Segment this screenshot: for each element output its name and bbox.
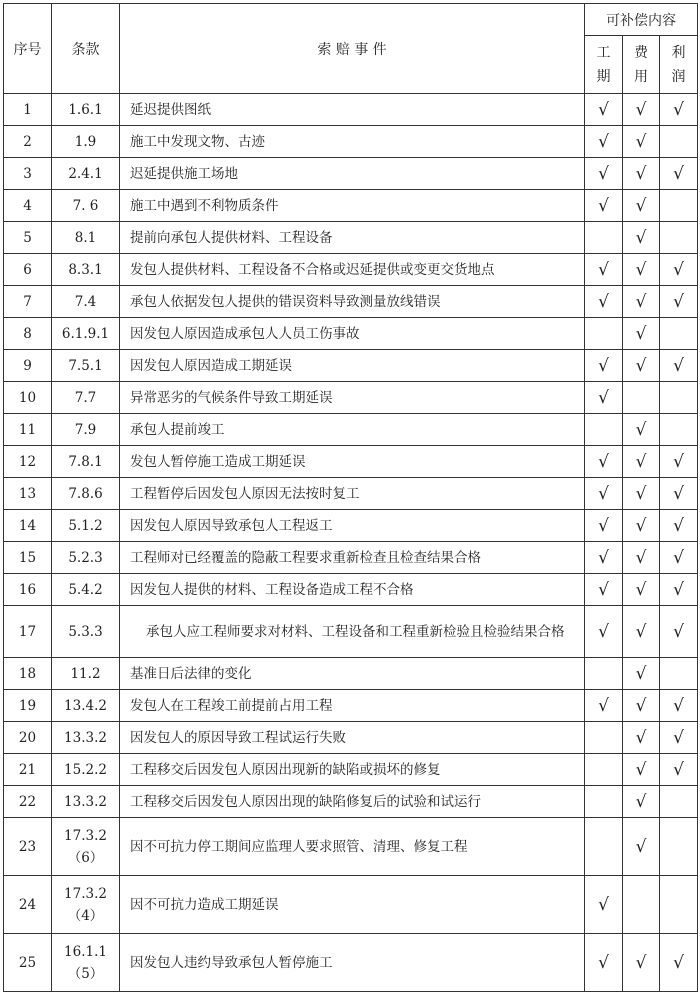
table-row — [4, 754, 698, 786]
cost-check-cell: √ — [623, 542, 660, 574]
header-profit — [660, 36, 698, 94]
clause-cell: 7. 6 — [52, 190, 120, 222]
clause-cell — [52, 934, 120, 992]
table-row — [4, 786, 698, 818]
cost-check-cell: √ — [623, 190, 660, 222]
row-number: 10 — [4, 382, 52, 414]
header-duration-line2: 期 — [596, 68, 611, 85]
claim-event: 因发包人提供的材料、工程设备造成工程不合格 — [120, 574, 585, 606]
cost-check-cell: √ — [623, 126, 660, 158]
clause-cell: 1.9 — [52, 126, 120, 158]
profit-check-cell — [660, 818, 698, 876]
table-row — [4, 876, 698, 934]
table-row — [4, 818, 698, 876]
claim-event: 提前向承包人提供材料、工程设备 — [120, 222, 585, 254]
row-number: 23 — [4, 818, 52, 876]
profit-check-cell: √ — [660, 754, 698, 786]
table-row — [4, 934, 698, 992]
duration-check-cell: √ — [585, 876, 623, 934]
cost-check-cell: √ — [623, 606, 660, 658]
claim-event: 延迟提供图纸 — [120, 94, 585, 126]
profit-check-cell — [660, 876, 698, 934]
profit-check-cell — [660, 126, 698, 158]
duration-check-cell: √ — [585, 446, 623, 478]
clause-cell: 6.1.9.1 — [52, 318, 120, 350]
duration-check-cell: √ — [585, 126, 623, 158]
row-number: 8 — [4, 318, 52, 350]
clause-cell: 7.5.1 — [52, 350, 120, 382]
duration-check-cell — [585, 318, 623, 350]
duration-check-cell: √ — [585, 350, 623, 382]
profit-check-cell — [660, 382, 698, 414]
cost-check-cell: √ — [623, 786, 660, 818]
table-row — [4, 722, 698, 754]
clause-number: 17.3.2 — [64, 827, 107, 844]
duration-check-cell — [585, 818, 623, 876]
cost-check-cell: √ — [623, 510, 660, 542]
cost-check-cell: √ — [623, 934, 660, 992]
duration-check-cell: √ — [585, 286, 623, 318]
table-row — [4, 158, 698, 190]
clause-cell: 11.2 — [52, 658, 120, 690]
profit-check-cell — [660, 414, 698, 446]
clause-subnumber: （6） — [67, 849, 104, 866]
row-number: 13 — [4, 478, 52, 510]
header-event: 索 赔 事 件 — [120, 4, 585, 94]
table-row — [4, 286, 698, 318]
row-number: 11 — [4, 414, 52, 446]
cost-check-cell: √ — [623, 818, 660, 876]
row-number: 22 — [4, 786, 52, 818]
duration-check-cell: √ — [585, 478, 623, 510]
header-cost-line2: 用 — [634, 68, 648, 85]
duration-check-cell: √ — [585, 190, 623, 222]
row-number: 18 — [4, 658, 52, 690]
claim-event: 承包人依据发包人提供的错误资料导致测量放线错误 — [120, 286, 585, 318]
clause-cell: 13.4.2 — [52, 690, 120, 722]
cost-check-cell: √ — [623, 222, 660, 254]
profit-check-cell: √ — [660, 690, 698, 722]
row-number: 21 — [4, 754, 52, 786]
table-row — [4, 606, 698, 658]
duration-check-cell: √ — [585, 94, 623, 126]
table-row — [4, 222, 698, 254]
header-clause: 条款 — [52, 4, 120, 94]
clause-subnumber: （5） — [67, 965, 104, 982]
header-profit-line1: 利 — [671, 44, 686, 61]
claim-event: 施工中遇到不利物质条件 — [120, 190, 585, 222]
claims-table-body — [4, 94, 698, 992]
table-row — [4, 254, 698, 286]
claim-event: 因发包人原因造成工期延误 — [120, 350, 585, 382]
row-number: 5 — [4, 222, 52, 254]
profit-check-cell: √ — [660, 722, 698, 754]
cost-check-cell: √ — [623, 690, 660, 722]
claim-event: 承包人应工程师要求对材料、工程设备和工程重新检验且检验结果合格 — [120, 606, 585, 658]
profit-check-cell: √ — [660, 158, 698, 190]
profit-check-cell — [660, 222, 698, 254]
header-cost-line1: 费 — [634, 44, 648, 61]
duration-check-cell: √ — [585, 382, 623, 414]
duration-check-cell: √ — [585, 158, 623, 190]
row-number: 15 — [4, 542, 52, 574]
duration-check-cell: √ — [585, 934, 623, 992]
header-duration — [585, 36, 623, 94]
row-number: 9 — [4, 350, 52, 382]
clause-subnumber: （4） — [67, 907, 104, 924]
cost-check-cell: √ — [623, 350, 660, 382]
duration-check-cell: √ — [585, 510, 623, 542]
clause-cell: 8.1 — [52, 222, 120, 254]
cost-check-cell: √ — [623, 94, 660, 126]
duration-check-cell: √ — [585, 574, 623, 606]
cost-check-cell: √ — [623, 414, 660, 446]
row-number: 24 — [4, 876, 52, 934]
clause-cell: 8.3.1 — [52, 254, 120, 286]
cost-check-cell: √ — [623, 446, 660, 478]
duration-check-cell — [585, 722, 623, 754]
row-number: 1 — [4, 94, 52, 126]
table-row — [4, 190, 698, 222]
claims-table — [3, 3, 698, 992]
claim-event: 因不可抗力造成工期延误 — [120, 876, 585, 934]
clause-cell: 5.4.2 — [52, 574, 120, 606]
clause-cell: 7.9 — [52, 414, 120, 446]
claim-event: 施工中发现文物、古迹 — [120, 126, 585, 158]
profit-check-cell: √ — [660, 94, 698, 126]
row-number: 16 — [4, 574, 52, 606]
row-number: 3 — [4, 158, 52, 190]
duration-check-cell: √ — [585, 606, 623, 658]
claim-event: 迟延提供施工场地 — [120, 158, 585, 190]
table-row — [4, 126, 698, 158]
profit-check-cell: √ — [660, 446, 698, 478]
claim-event: 因不可抗力停工期间应监理人要求照管、清理、修复工程 — [120, 818, 585, 876]
clause-cell — [52, 876, 120, 934]
profit-check-cell — [660, 190, 698, 222]
clause-cell: 2.4.1 — [52, 158, 120, 190]
clause-cell: 5.2.3 — [52, 542, 120, 574]
claim-event: 异常恶劣的气候条件导致工期延误 — [120, 382, 585, 414]
clause-cell: 7.4 — [52, 286, 120, 318]
header-cost — [623, 36, 660, 94]
table-row — [4, 510, 698, 542]
clause-cell — [52, 818, 120, 876]
claim-event: 发包人提供材料、工程设备不合格或迟延提供或变更交货地点 — [120, 254, 585, 286]
clause-cell: 15.2.2 — [52, 754, 120, 786]
table-row — [4, 94, 698, 126]
profit-check-cell: √ — [660, 510, 698, 542]
row-number: 14 — [4, 510, 52, 542]
claim-event: 因发包人原因造成承包人人员工伤事故 — [120, 318, 585, 350]
table-row — [4, 350, 698, 382]
profit-check-cell: √ — [660, 574, 698, 606]
cost-check-cell — [623, 876, 660, 934]
cost-check-cell: √ — [623, 722, 660, 754]
duration-check-cell — [585, 786, 623, 818]
claim-event: 因发包人原因导致承包人工程返工 — [120, 510, 585, 542]
claim-event: 工程移交后因发包人原因出现的缺陷修复后的试验和试运行 — [120, 786, 585, 818]
cost-check-cell: √ — [623, 254, 660, 286]
cost-check-cell: √ — [623, 754, 660, 786]
duration-check-cell — [585, 222, 623, 254]
profit-check-cell: √ — [660, 254, 698, 286]
row-number: 17 — [4, 606, 52, 658]
row-number: 19 — [4, 690, 52, 722]
claim-event: 发包人暂停施工造成工期延误 — [120, 446, 585, 478]
claim-event: 工程暂停后因发包人原因无法按时复工 — [120, 478, 585, 510]
header-profit-line2: 润 — [671, 68, 686, 85]
profit-check-cell: √ — [660, 286, 698, 318]
claim-event: 因发包人的原因导致工程试运行失败 — [120, 722, 585, 754]
claim-event: 基准日后法律的变化 — [120, 658, 585, 690]
table-row — [4, 658, 698, 690]
row-number: 6 — [4, 254, 52, 286]
claim-event: 工程移交后因发包人原因出现新的缺陷或损坏的修复 — [120, 754, 585, 786]
duration-check-cell — [585, 658, 623, 690]
profit-check-cell — [660, 658, 698, 690]
claim-event: 发包人在工程竣工前提前占用工程 — [120, 690, 585, 722]
claim-event: 因发包人违约导致承包人暂停施工 — [120, 934, 585, 992]
profit-check-cell: √ — [660, 542, 698, 574]
row-number: 25 — [4, 934, 52, 992]
cost-check-cell: √ — [623, 574, 660, 606]
table-row — [4, 542, 698, 574]
profit-check-cell: √ — [660, 934, 698, 992]
clause-cell: 1.6.1 — [52, 94, 120, 126]
duration-check-cell: √ — [585, 690, 623, 722]
claim-event: 工程师对已经覆盖的隐蔽工程要求重新检查且检查结果合格 — [120, 542, 585, 574]
table-row — [4, 414, 698, 446]
cost-check-cell — [623, 382, 660, 414]
claim-event: 承包人提前竣工 — [120, 414, 585, 446]
table-row — [4, 478, 698, 510]
clause-cell: 7.7 — [52, 382, 120, 414]
clause-cell: 7.8.6 — [52, 478, 120, 510]
row-number: 20 — [4, 722, 52, 754]
profit-check-cell: √ — [660, 478, 698, 510]
header-duration-line1: 工 — [596, 44, 611, 61]
clause-number: 17.3.2 — [64, 885, 107, 902]
row-number: 2 — [4, 126, 52, 158]
clause-number: 16.1.1 — [64, 943, 107, 960]
header-seq: 序号 — [4, 4, 52, 94]
header-compensable: 可补偿内容 — [585, 4, 698, 36]
cost-check-cell: √ — [623, 158, 660, 190]
row-number: 7 — [4, 286, 52, 318]
row-number: 4 — [4, 190, 52, 222]
clause-cell: 5.3.3 — [52, 606, 120, 658]
cost-check-cell: √ — [623, 286, 660, 318]
table-row — [4, 574, 698, 606]
duration-check-cell — [585, 754, 623, 786]
profit-check-cell: √ — [660, 606, 698, 658]
cost-check-cell: √ — [623, 658, 660, 690]
row-number: 12 — [4, 446, 52, 478]
profit-check-cell: √ — [660, 350, 698, 382]
clause-cell: 5.1.2 — [52, 510, 120, 542]
table-row — [4, 318, 698, 350]
clause-cell: 13.3.2 — [52, 786, 120, 818]
profit-check-cell — [660, 786, 698, 818]
cost-check-cell: √ — [623, 478, 660, 510]
clause-cell: 7.8.1 — [52, 446, 120, 478]
table-row — [4, 382, 698, 414]
table-row — [4, 690, 698, 722]
cost-check-cell: √ — [623, 318, 660, 350]
duration-check-cell: √ — [585, 254, 623, 286]
duration-check-cell: √ — [585, 542, 623, 574]
profit-check-cell — [660, 318, 698, 350]
duration-check-cell — [585, 414, 623, 446]
clause-cell: 13.3.2 — [52, 722, 120, 754]
table-row — [4, 446, 698, 478]
